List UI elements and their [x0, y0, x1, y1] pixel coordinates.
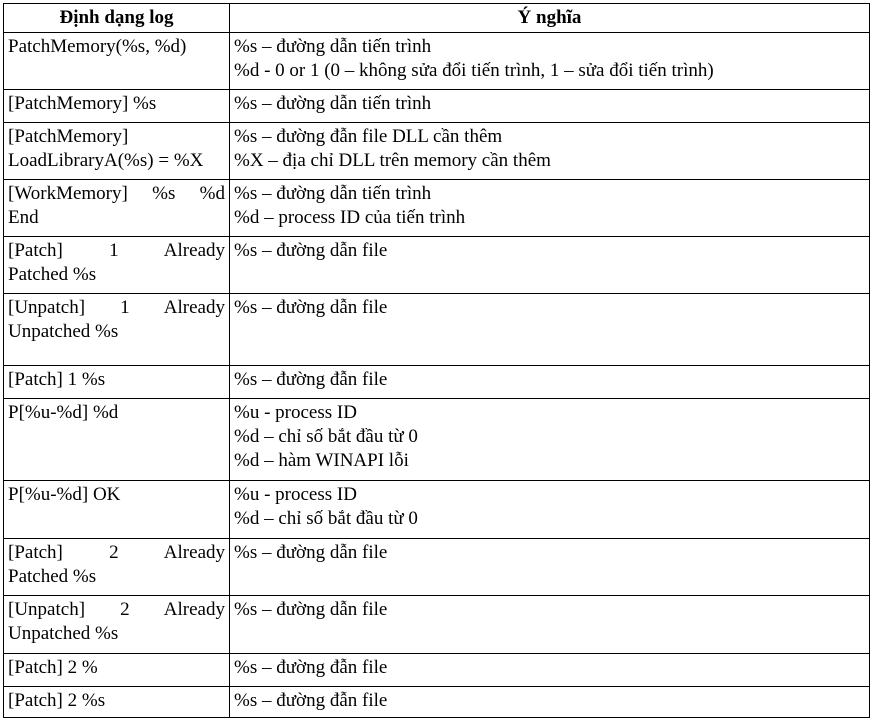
meaning-line: %X – địa chỉ DLL trên memory cần thêm	[234, 150, 551, 171]
table-row	[4, 33, 870, 90]
meaning-cell	[230, 90, 870, 123]
format-line: [PatchMemory]	[8, 126, 129, 147]
meaning-cell	[230, 180, 870, 237]
format-cell	[4, 90, 230, 123]
meaning-cell	[230, 294, 870, 366]
meaning-line: %s – đường đẫn file	[234, 690, 388, 711]
format-cell	[4, 33, 230, 90]
meaning-line: %d - 0 or 1 (0 – không sửa đổi tiến trình, 1 – sửa đổi tiến trình)	[234, 60, 714, 81]
format-cell	[4, 654, 230, 687]
format-cell	[4, 237, 230, 294]
format-line: [Patch] 2 %s	[8, 690, 106, 711]
meaning-cell	[230, 237, 870, 294]
meaning-line: %d – chỉ số bắt đầu từ 0	[234, 508, 418, 529]
meaning-cell	[230, 366, 870, 399]
format-cell	[4, 539, 230, 596]
meaning-cell	[230, 33, 870, 90]
meaning-line: %u - process ID	[234, 484, 357, 505]
format-line: P[%u-%d] OK	[8, 484, 121, 505]
format-cell	[4, 399, 230, 481]
header-format: Định dạng log	[4, 4, 230, 33]
table-row	[4, 687, 870, 718]
meaning-cell	[230, 123, 870, 180]
format-line: LoadLibraryA(%s) = %X	[8, 150, 204, 171]
table-row	[4, 180, 870, 237]
format-line: PatchMemory(%s, %d)	[8, 36, 187, 57]
meaning-line: %s – đường dẫn tiến trình	[234, 36, 432, 57]
meaning-line: %d – hàm WINAPI lỗi	[234, 450, 409, 471]
table-row	[4, 539, 870, 596]
format-line: Patched %s	[8, 566, 97, 587]
table-row	[4, 654, 870, 687]
format-cell	[4, 180, 230, 237]
meaning-line: %s – đường đẫn file DLL cần thêm	[234, 126, 503, 147]
format-cell	[4, 294, 230, 366]
log-format-table	[3, 3, 870, 718]
table-row	[4, 123, 870, 180]
format-line: [Unpatch] 2 Already	[8, 599, 225, 620]
meaning-line: %s – đường dẫn tiến trình	[234, 93, 432, 114]
format-cell	[4, 687, 230, 718]
format-line: [Patch] 2 %	[8, 657, 98, 678]
meaning-cell	[230, 596, 870, 654]
format-line: P[%u-%d] %d	[8, 402, 119, 423]
format-line: [Patch] 1 %s	[8, 369, 106, 390]
format-line: End	[8, 207, 39, 228]
table-row	[4, 237, 870, 294]
table-row	[4, 399, 870, 481]
header-meaning: Ý nghĩa	[230, 4, 870, 33]
meaning-line: %s – đường đẫn file	[234, 369, 388, 390]
format-cell	[4, 366, 230, 399]
meaning-line: %s – đường đẫn file	[234, 657, 388, 678]
table-row	[4, 596, 870, 654]
meaning-line: %d – process ID của tiến trình	[234, 207, 466, 228]
meaning-cell	[230, 687, 870, 718]
meaning-cell	[230, 654, 870, 687]
meaning-line: %s – đường dẫn file	[234, 599, 388, 620]
format-line: [PatchMemory] %s	[8, 93, 157, 114]
meaning-line: %u - process ID	[234, 402, 357, 423]
meaning-line: %s – đường dẫn file	[234, 542, 388, 563]
format-cell	[4, 481, 230, 539]
format-cell	[4, 596, 230, 654]
format-line: Unpatched %s	[8, 321, 119, 342]
meaning-cell	[230, 481, 870, 539]
header-row	[4, 4, 870, 33]
table-row	[4, 481, 870, 539]
meaning-line: %s – đường dẫn file	[234, 297, 388, 318]
format-line: [Patch] 2 Already	[8, 542, 225, 563]
meaning-line: %s – đường dẫn file	[234, 240, 388, 261]
format-cell	[4, 123, 230, 180]
format-line: [WorkMemory] %s %d	[8, 183, 225, 204]
table-row	[4, 90, 870, 123]
table-row	[4, 366, 870, 399]
format-line: Unpatched %s	[8, 623, 119, 644]
table-row	[4, 294, 870, 366]
meaning-line: %s – đường dẫn tiến trình	[234, 183, 432, 204]
format-line: Patched %s	[8, 264, 97, 285]
format-line: [Patch] 1 Already	[8, 240, 225, 261]
meaning-cell	[230, 399, 870, 481]
meaning-cell	[230, 539, 870, 596]
meaning-line: %d – chỉ số bắt đầu từ 0	[234, 426, 418, 447]
format-line: [Unpatch] 1 Already	[8, 297, 225, 318]
